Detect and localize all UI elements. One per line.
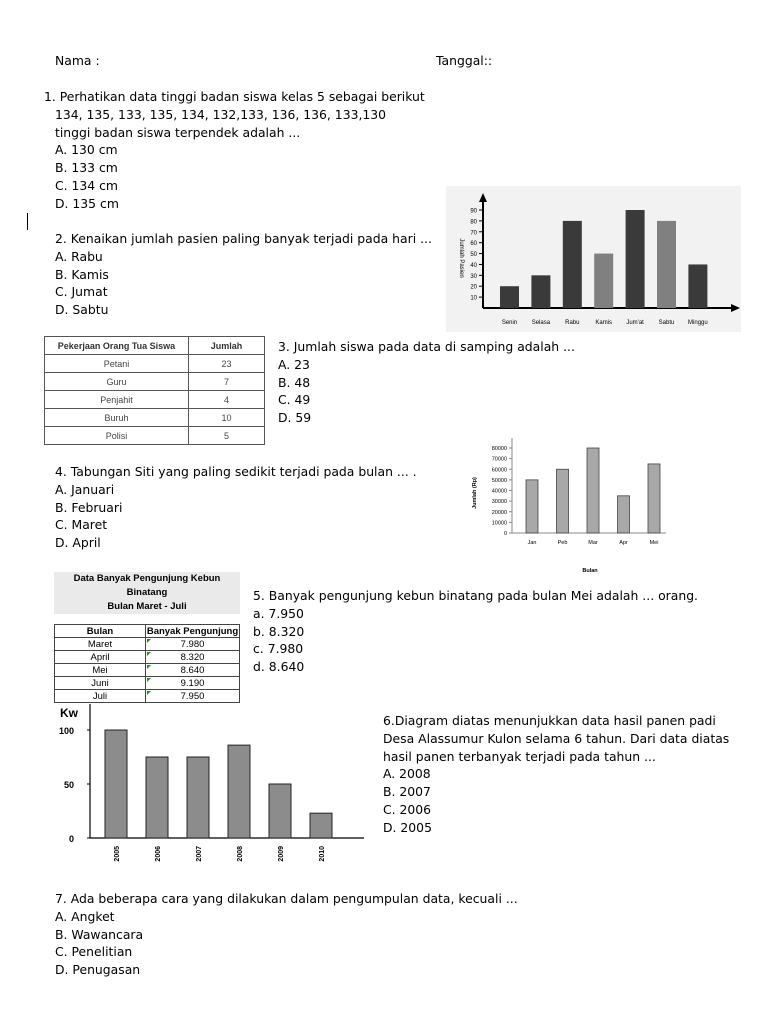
y-tick-label: 40 (470, 262, 477, 269)
bar (228, 745, 250, 838)
option-b: B. 133 cm (55, 160, 118, 176)
table-cell: Guru (45, 373, 189, 391)
y-tick-label: 20000 (491, 509, 507, 516)
tanggal-label: Tanggal:: (436, 53, 493, 68)
table-cell: 4 (189, 391, 265, 409)
option-d: D. Sabtu (55, 302, 109, 318)
table-cell: 23 (189, 355, 265, 373)
bar (594, 254, 613, 308)
x-tick-label: Kamis (595, 320, 613, 326)
table-cell: 7.950 (146, 690, 240, 703)
savings-bar-chart (466, 436, 676, 578)
option-c: C. 134 cm (55, 177, 118, 193)
nama-label: Nama : (55, 53, 100, 68)
x-tick-label: Mei (649, 540, 659, 546)
x-tick-label: Peb (557, 540, 568, 546)
bar (526, 480, 538, 533)
bar (146, 757, 168, 838)
y-tick-label: 70 (470, 230, 477, 237)
text-cursor (27, 213, 28, 230)
table-header-cell: Pekerjaan Orang Tua Siswa (45, 337, 189, 355)
bar (187, 757, 209, 838)
table-cell: 8.640 (146, 664, 240, 677)
bar (618, 496, 630, 533)
question-5 (253, 587, 698, 676)
x-tick-label: 2007 (196, 846, 203, 862)
y-axis-label: Jumlah (Rp) (472, 477, 478, 509)
table-cell: 9.190 (146, 677, 240, 690)
question-7-text: 7. Ada beberapa cara yang dilakukan dalam pengumpulan data, kecuali ... (55, 891, 518, 906)
option-c: C. 2006 (383, 801, 432, 817)
table-cell: 5 (189, 427, 265, 445)
table-cell: Mei (55, 664, 146, 677)
table-cell: April (55, 651, 146, 664)
option-c: C. Maret (55, 517, 108, 533)
y-tick-label: 0 (503, 531, 507, 537)
y-tick-label: 50 (63, 780, 74, 790)
x-tick-label: 2005 (114, 846, 121, 862)
x-tick-label: Minggu (688, 320, 708, 326)
bar (105, 730, 127, 838)
x-tick-label: Selasa (531, 320, 551, 326)
bar (626, 210, 645, 308)
table-header-cell: Bulan (55, 625, 146, 638)
table-header-cell: Jumlah (189, 337, 265, 355)
y-tick-label: 60 (470, 241, 477, 248)
option-c: C. 49 (278, 392, 311, 408)
parents-job-table (44, 336, 265, 445)
x-tick-label: Jan (527, 540, 537, 546)
question-3 (278, 338, 575, 427)
option-c: C. Jumat (55, 284, 108, 300)
table-header-row (45, 337, 265, 355)
y-tick-label: 50 (470, 252, 477, 259)
question-6 (383, 712, 729, 837)
option-d: D. 2005 (383, 819, 432, 835)
option-a: a. 7.950 (253, 605, 304, 621)
table-cell: 8.320 (146, 651, 240, 664)
y-tick-label: 30 (470, 273, 477, 280)
y-tick-label: 80000 (491, 446, 507, 452)
chart-background (446, 186, 741, 332)
x-tick-label: 2008 (237, 846, 244, 862)
option-c: C. Penelitian (55, 944, 133, 960)
x-tick-label: Rabu (565, 320, 580, 326)
option-b: B. 48 (278, 374, 311, 390)
table-cell: 10 (189, 409, 265, 427)
option-a: A. 2008 (383, 766, 431, 782)
table-row (45, 391, 265, 409)
option-c: c. 7.980 (253, 641, 304, 657)
option-b: b. 8.320 (253, 623, 305, 639)
table-row (55, 677, 240, 690)
table-cell: Polisi (45, 427, 189, 445)
option-a: A. 130 cm (55, 142, 118, 158)
chart-title: Kw (60, 706, 78, 720)
question-7 (55, 890, 518, 979)
harvest-bar-chart (54, 700, 370, 870)
table-row (55, 651, 240, 664)
bar (310, 813, 332, 838)
table-cell: 7.980 (146, 638, 240, 651)
y-axis-label: Jumlah Pasien (458, 238, 464, 278)
y-tick-label: 100 (58, 726, 74, 736)
table-cell: Penjahit (45, 391, 189, 409)
table-row (45, 427, 265, 445)
zoo-visitors-table (54, 624, 240, 703)
x-tick-label: 2006 (155, 846, 162, 862)
option-d: D. Penugasan (55, 962, 141, 978)
option-d: D. 135 cm (55, 195, 119, 211)
y-tick-label: 10 (470, 295, 477, 302)
x-tick-label: 2009 (278, 846, 285, 862)
x-tick-label: 2010 (319, 846, 326, 862)
bar (500, 286, 519, 308)
table-cell: 7 (189, 373, 265, 391)
question-6-line: Desa Alassumur Kulon selama 6 tahun. Dari data diatas (383, 730, 730, 746)
table-cell: Juni (55, 677, 146, 690)
bar (688, 264, 707, 308)
bar (269, 784, 291, 838)
question-1-line: tinggi badan siswa terpendek adalah ... (55, 124, 301, 140)
patients-bar-chart (446, 186, 741, 332)
bar (657, 221, 676, 308)
option-d: D. April (55, 535, 101, 551)
bar (563, 221, 582, 308)
x-tick-label: Sabtu (658, 320, 675, 326)
question-1 (44, 88, 425, 213)
table-cell: Juli (55, 690, 146, 703)
option-a: A. Angket (55, 908, 115, 924)
y-tick-label: 0 (68, 834, 74, 844)
question-3-text: 3. Jumlah siswa pada data di samping adalah ... (278, 339, 575, 354)
option-a: A. 23 (278, 356, 310, 372)
y-tick-label: 50000 (491, 477, 507, 484)
x-axis-label: Bulan (582, 568, 598, 574)
y-tick-label: 60000 (491, 467, 507, 474)
question-1-line: 134, 135, 133, 135, 134, 132,133, 136, 136, 133,130 (55, 106, 387, 122)
table-cell: Petani (45, 355, 189, 373)
bar (648, 464, 660, 533)
option-d: d. 8.640 (253, 659, 305, 675)
option-a: A. Rabu (55, 248, 103, 264)
table-title-line: Bulan Maret - Juli (107, 601, 187, 612)
bar (531, 275, 550, 308)
x-tick-label: Senin (501, 320, 518, 326)
table-header-cell: Banyak Pengunjung (146, 625, 239, 637)
table-row (45, 355, 265, 373)
table-row (55, 638, 240, 651)
table-cell: Buruh (45, 409, 189, 427)
y-tick-label: 70000 (491, 456, 507, 463)
bar (587, 448, 599, 533)
question-2-text: 2. Kenaikan jumlah pasien paling banyak terjadi pada hari ... (55, 231, 432, 246)
option-b: B. Wawancara (55, 926, 144, 942)
question-6-line: hasil panen terbanyak terjadi pada tahun ... (383, 748, 656, 764)
x-tick-label: Apr (619, 540, 628, 546)
y-tick-label: 40000 (491, 488, 507, 495)
table-title-line: Data Banyak Pengunjung Kebun Binatang (73, 573, 221, 598)
bar (557, 469, 569, 533)
table-title (54, 572, 240, 614)
question-6-line: 6.Diagram diatas menunjukkan data hasil panen padi (383, 713, 716, 728)
x-tick-label: Jum'at (626, 320, 644, 326)
zoo-visitors-table-block (54, 572, 240, 703)
question-1-line: 1. Perhatikan data tinggi badan siswa kelas 5 sebagai berikut (44, 89, 425, 104)
y-tick-label: 10000 (491, 520, 507, 527)
y-tick-label: 20 (470, 284, 477, 291)
x-tick-label: Mar (588, 540, 598, 546)
option-b: B. Februari (55, 499, 123, 515)
y-tick-label: 90 (470, 208, 477, 215)
question-4 (55, 463, 417, 552)
question-2 (55, 230, 432, 319)
table-row (55, 664, 240, 677)
question-4-text: 4. Tabungan Siti yang paling sedikit terjadi pada bulan ... . (55, 464, 417, 479)
option-b: B. Kamis (55, 266, 109, 282)
table-cell: Maret (55, 638, 146, 651)
y-tick-label: 30000 (491, 499, 507, 506)
table-row (45, 373, 265, 391)
question-5-text: 5. Banyak pengunjung kebun binatang pada bulan Mei adalah ... orang. (253, 588, 698, 603)
option-d: D. 59 (278, 410, 312, 426)
y-tick-label: 80 (470, 219, 477, 226)
option-b: B. 2007 (383, 784, 431, 800)
table-row (45, 409, 265, 427)
table-header-row (55, 625, 240, 638)
option-a: A. Januari (55, 481, 115, 497)
